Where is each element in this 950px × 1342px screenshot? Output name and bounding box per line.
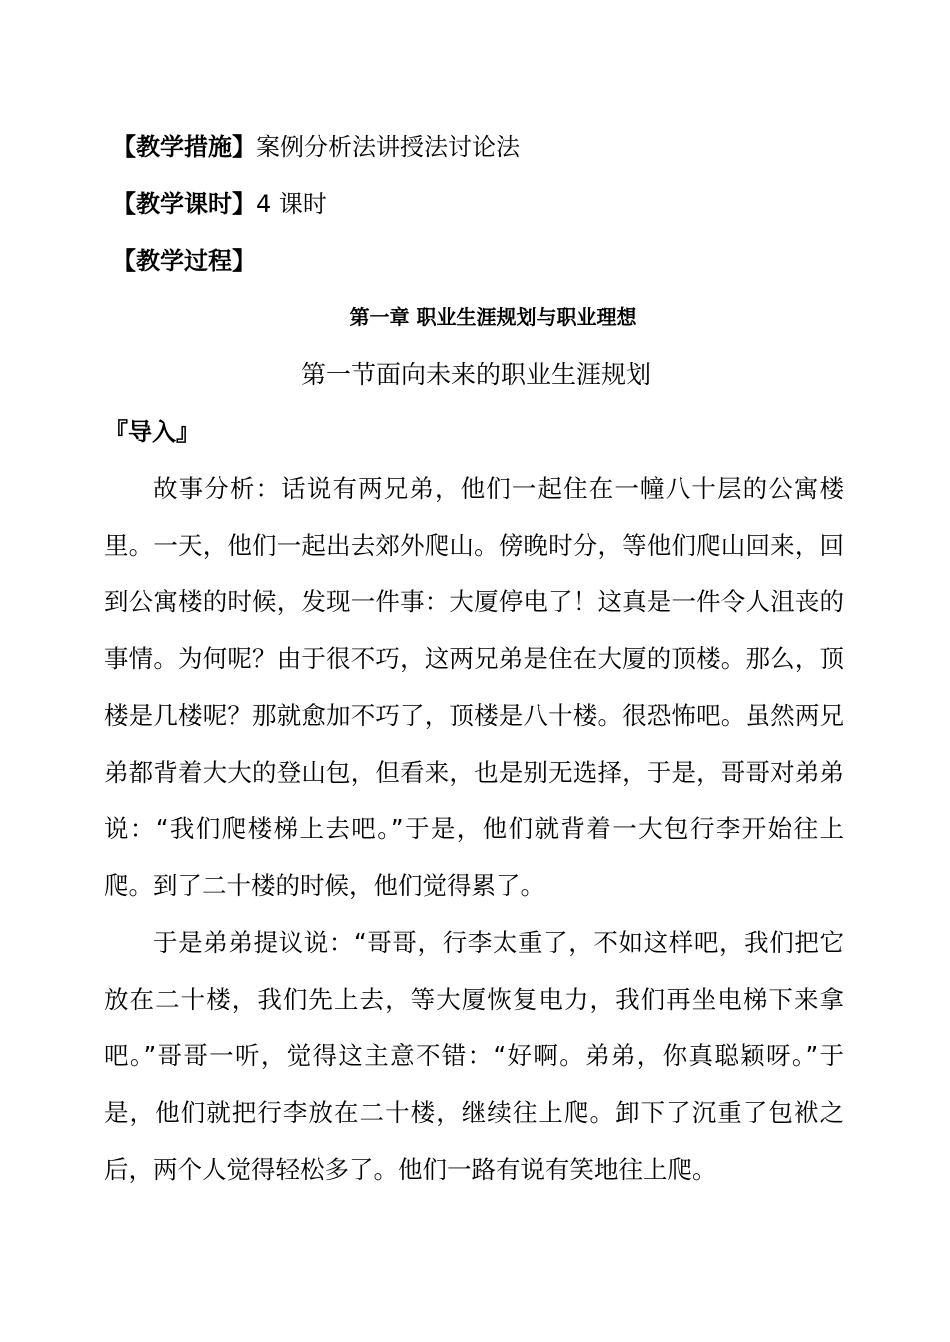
intro-heading: 『导入』 <box>104 418 200 446</box>
teaching-methods-label: 【教学措施】 <box>112 133 256 161</box>
teaching-hours-value: 4 课时 <box>256 190 327 218</box>
story-paragraph-2: 于是弟弟提议说：“哥哥，行李太重了，不如这样吧，我们把它放在二十楼，我们先上去，等大厦恢复电力，我们再坐电梯下来拿吧。”哥哥一听，觉得这主意不错：“好啊。弟弟，你真聪颖呀。”于是，他们就把行李放在二十楼，继续往上爬。卸下了沉重了包袱之后，两个人觉得轻松多了。他们一路有说有笑地往上爬。 <box>104 928 844 1184</box>
teaching-process-line <box>112 245 256 277</box>
teaching-methods-value: 案例分析法讲授法讨论法 <box>256 133 520 161</box>
section-title: 第一节面向未来的职业生涯规划 <box>300 360 651 389</box>
teaching-hours-label: 【教学课时】 <box>112 190 256 218</box>
story-paragraph-1: 故事分析：话说有两兄弟，他们一起住在一幢八十层的公寓楼里。一天，他们一起出去郊外爬山。傍晚时分，等他们爬山回来，回到公寓楼的时候，发现一件事：大厦停电了！这真是一件令人沮丧的事情。为何呢？由于很不巧，这两兄弟是住在大厦的顶楼。那么，顶楼是几楼呢？那就愈加不巧了，顶楼是八十楼。很恐怖吧。虽然两兄弟都背着大大的登山包，但看来，也是别无选择，于是，哥哥对弟弟说：“我们爬楼梯上去吧。”于是，他们就背着一大包行李开始往上爬。到了二十楼的时候，他们觉得累了。 <box>104 474 844 900</box>
teaching-hours-line <box>112 188 327 220</box>
teaching-methods-line <box>112 131 520 163</box>
teaching-process-label: 【教学过程】 <box>112 247 256 275</box>
chapter-title: 第一章 职业生涯规划与职业理想 <box>349 305 637 329</box>
